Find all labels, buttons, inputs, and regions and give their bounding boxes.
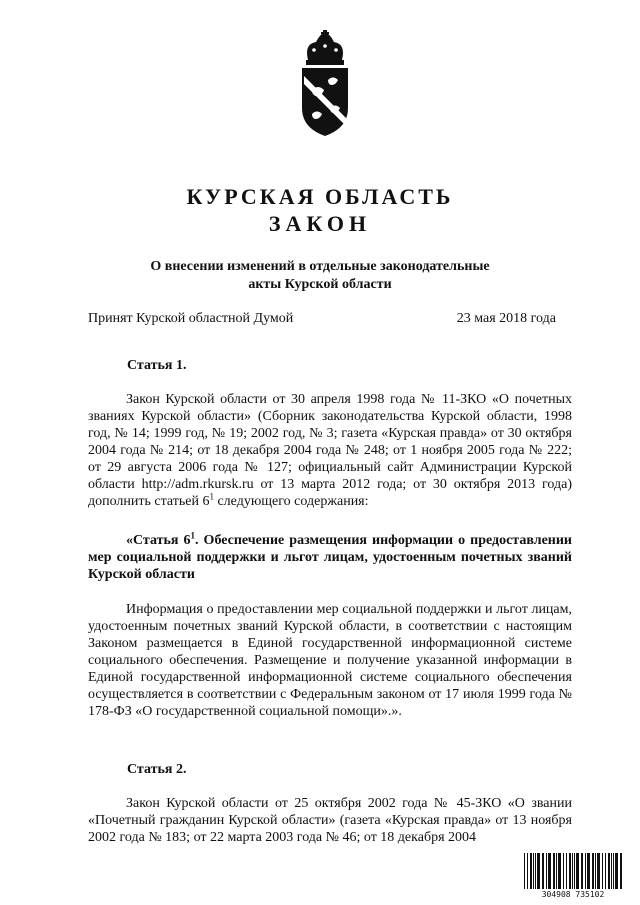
barcode-bar — [581, 853, 583, 889]
barcode-bar — [533, 853, 534, 889]
new-article-paragraph: Информация о предоставлении мер социальной поддержки и льгот лицам, удостоенным почетных званий Курской области, в соответствии с настоящим Законом размещается в Единой государственной информационной системе социального обеспечения. Размещение и получение указанной информации в Единой государственной информационной системе социального обеспечения осуществляется в соответствии с Федеральным законом от 17 июля 1999 года № 178-ФЗ «О государственной социальной помощи».». — [88, 602, 572, 719]
article-1-text-end: следующего содержания: — [213, 494, 369, 509]
barcode-bar — [615, 853, 618, 889]
barcode-bar — [597, 853, 600, 889]
barcode-bar — [537, 853, 540, 889]
barcode-bar — [524, 853, 525, 889]
barcode-bar — [553, 853, 555, 889]
barcode-bar — [608, 853, 610, 889]
adopted-by: Принят Курской областной Думой — [88, 311, 294, 326]
article-1-heading: Статья 1. — [127, 358, 187, 373]
barcode-bar — [527, 853, 528, 889]
law-subtitle-line1: О внесении изменений в отдельные законодательные — [150, 259, 490, 274]
barcode-bar — [620, 853, 622, 889]
barcode — [523, 853, 623, 901]
barcode-bar — [546, 853, 547, 889]
barcode-bar — [605, 853, 606, 889]
region-title: КУРСКАЯ ОБЛАСТЬ — [186, 184, 454, 209]
adoption-date: 23 мая 2018 года — [456, 311, 556, 326]
barcode-bar — [566, 853, 567, 889]
doc-type-title: ЗАКОН — [268, 211, 372, 236]
barcode-bar — [613, 853, 614, 889]
barcode-bar — [530, 853, 532, 889]
barcode-bar — [572, 853, 573, 889]
article-1-paragraph — [88, 391, 572, 510]
barcode-bar — [585, 853, 586, 889]
new-article-heading-start: «Статья 6 — [126, 533, 191, 548]
barcode-bar — [548, 853, 551, 889]
coat-of-arms-emblem — [294, 30, 356, 140]
law-subtitle — [80, 258, 560, 294]
barcode-bar — [595, 853, 596, 889]
barcode-bar — [542, 853, 544, 889]
barcode-bar — [576, 853, 579, 889]
barcode-bar — [563, 853, 564, 889]
article-2-heading: Статья 2. — [127, 762, 187, 777]
article-1-superscript: 1 — [209, 491, 214, 502]
article-1-text: Закон Курской области от 30 апреля 1998 года № 11-ЗКО «О почетных званиях Курской области» (Сборник законодательства Курской области, 1998 год, № 14; 1999 год, № 19; 2002 год, № 3; газета «Курская правда» от 30 октября 2004 года № 214; от 18 декабря 2004 года № 248; от 1 ноября 2005 года № 222; от 29 августа 2006 года № 127; официальный сайт Администрации Курской области http://adm.rkursk.ru от 13 марта 2012 года; от 30 октября 2013 года) дополнить статьей 6 — [88, 392, 572, 509]
new-article-heading — [88, 532, 572, 583]
article-2-paragraph: Закон Курской области от 25 октября 2002 года № 45-ЗКО «О звании «Почетный гражданин Курской области» (газета «Курская правда» от 13 ноября 2002 года № 183; от 22 марта 2003 года № 46; от 18 декабря 2004 — [88, 796, 572, 845]
law-subtitle-line2: акты Курской области — [248, 277, 392, 292]
barcode-bar — [587, 853, 590, 889]
barcode-bar — [556, 853, 557, 889]
barcode-bar — [558, 853, 561, 889]
barcode-bar — [602, 853, 603, 889]
new-article-superscript: 1 — [190, 530, 196, 541]
barcode-bar — [574, 853, 575, 889]
barcode-bars — [523, 853, 623, 889]
barcode-bar — [535, 853, 536, 889]
new-article-heading-end: . Обеспечение размещения информации о предоставлении мер социальной поддержки и льгот лицам, удостоенным почетных званий Курской области — [88, 533, 572, 582]
barcode-number: 304908 735102 — [541, 890, 605, 899]
barcode-bar — [611, 853, 612, 889]
barcode-bar — [592, 853, 594, 889]
barcode-bar — [569, 853, 571, 889]
